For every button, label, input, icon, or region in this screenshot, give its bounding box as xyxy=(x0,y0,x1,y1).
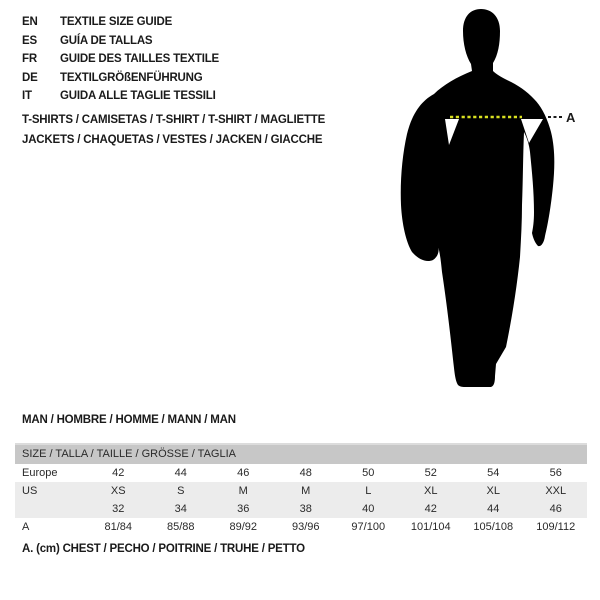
language-item xyxy=(22,69,219,88)
language-code: FR xyxy=(22,53,37,65)
table-cell: 44 xyxy=(174,467,187,479)
language-label: TEXTILGRÖßENFÜHRUNG xyxy=(60,71,203,84)
table-cell: 56 xyxy=(549,467,562,479)
table-cell: 109/112 xyxy=(536,521,576,533)
language-code: IT xyxy=(22,90,32,102)
table-cell: 93/96 xyxy=(291,521,320,533)
language-item xyxy=(22,87,219,106)
table-cell: 40 xyxy=(362,503,375,515)
table-cell: 52 xyxy=(424,467,437,479)
language-code: EN xyxy=(22,16,38,28)
table-cell: 54 xyxy=(487,467,500,479)
table-cell: 97/100 xyxy=(351,521,386,533)
table-cell: 81/84 xyxy=(104,521,133,533)
language-code: DE xyxy=(22,71,38,84)
language-label: TEXTILE SIZE GUIDE xyxy=(60,16,173,28)
man-silhouette xyxy=(401,9,555,387)
language-label: GUIDE DES TAILLES TEXTILE xyxy=(60,53,219,65)
language-item xyxy=(22,50,219,69)
table-cell: 42 xyxy=(112,467,125,479)
table-row-europe xyxy=(15,464,587,482)
table-cell: 85/88 xyxy=(166,521,195,533)
table-cell: 42 xyxy=(424,503,437,515)
table-cell: L xyxy=(365,485,372,497)
size-table xyxy=(15,443,587,536)
language-code: ES xyxy=(22,34,37,47)
measure-label-a: A xyxy=(566,110,576,125)
table-cell: 105/108 xyxy=(473,521,514,533)
table-cell: M xyxy=(301,485,311,497)
category-line-jackets: JACKETS / CHAQUETAS / VESTES / JACKEN / GIACCHE xyxy=(22,134,323,146)
table-cell: 46 xyxy=(549,503,562,515)
table-cell: 34 xyxy=(174,503,187,515)
table-row-chest-a xyxy=(15,518,587,536)
table-row-numeric xyxy=(15,500,587,518)
measurement-figure xyxy=(395,0,595,395)
garment-categories xyxy=(22,110,325,150)
table-cell: 32 xyxy=(112,503,125,515)
language-label: GUÍA DE TALLAS xyxy=(60,34,153,47)
table-row-us xyxy=(15,482,587,500)
table-cell: M xyxy=(238,485,248,497)
man-silhouette-diagram xyxy=(395,0,595,395)
table-cell: 48 xyxy=(299,467,312,479)
section-title-man: MAN / HOMBRE / HOMME / MANN / MAN xyxy=(22,414,236,426)
table-cell: 101/104 xyxy=(410,521,451,533)
category-line-tshirts: T-SHIRTS / CAMISETAS / T-SHIRT / T-SHIRT / MAGLIETTE xyxy=(22,114,326,126)
table-cell: S xyxy=(177,485,185,497)
table-cell: 50 xyxy=(362,467,375,479)
row-label: US xyxy=(22,485,38,497)
table-cell: 38 xyxy=(299,503,312,515)
table-cell: XXL xyxy=(545,485,567,497)
language-label: GUIDA ALLE TAGLIE TESSILI xyxy=(60,90,216,102)
language-item xyxy=(22,13,219,32)
table-cell: 44 xyxy=(487,503,500,515)
table-cell: 36 xyxy=(237,503,250,515)
table-cell: XL xyxy=(424,485,438,497)
row-label: Europe xyxy=(22,467,58,479)
row-label: A xyxy=(22,521,30,533)
table-cell: 89/92 xyxy=(229,521,258,533)
table-cell: XL xyxy=(486,485,500,497)
measurement-footnote: A. (cm) CHEST / PECHO / POITRINE / TRUHE / PETTO xyxy=(22,543,305,555)
language-list xyxy=(22,13,219,106)
table-cell: XS xyxy=(110,485,126,497)
size-table-header: SIZE / TALLA / TAILLE / GRÖSSE / TAGLIA xyxy=(15,445,587,464)
table-cell: 46 xyxy=(237,467,250,479)
language-item xyxy=(22,32,219,51)
